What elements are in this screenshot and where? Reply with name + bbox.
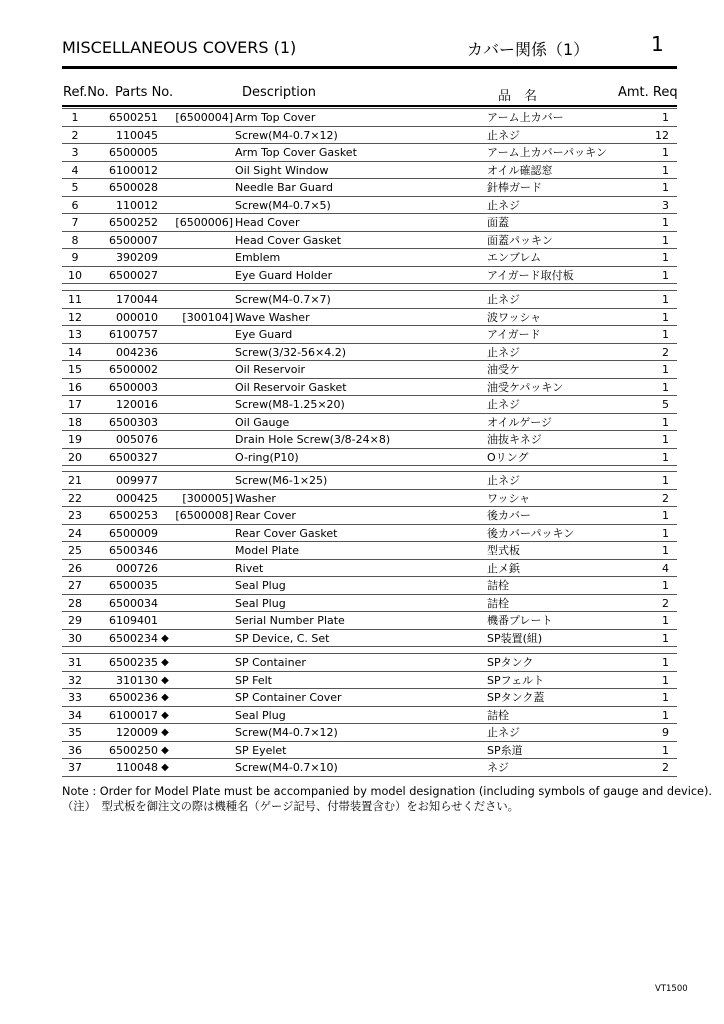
table-row: [62, 431, 677, 449]
previous-parts-number: [300005]: [182, 491, 233, 505]
amount-required: 1: [662, 216, 669, 229]
part-description: Screw(M4-0.7×7): [235, 293, 331, 306]
parts-group: [62, 653, 677, 777]
ref-number: 16: [68, 380, 82, 394]
ref-number: 28: [68, 596, 82, 610]
part-name-jp: オイル確認窓: [487, 163, 553, 177]
part-description: Head Cover Gasket: [235, 233, 342, 247]
diamond-mark-icon: ◆: [161, 674, 169, 686]
parts-group: [62, 290, 677, 466]
parts-number: 120016: [116, 398, 158, 411]
amount-required: 1: [662, 743, 669, 757]
part-description: Arm Top Cover Gasket: [235, 146, 357, 159]
parts-number: 170044: [116, 293, 158, 306]
column-header-description: Description: [242, 85, 317, 100]
amount-required: 1: [662, 433, 669, 446]
part-name-jp: 止ネジ: [487, 345, 520, 359]
part-name-jp: 油受ケ: [487, 363, 520, 376]
part-name-jp: SPタンク: [487, 656, 534, 669]
column-header-jp-name: 品 名: [498, 89, 538, 104]
parts-number: 6500235: [109, 656, 158, 669]
table-row: [62, 507, 677, 525]
table-row: [62, 290, 677, 309]
part-name-jp: SP装置(組): [487, 631, 543, 645]
ref-number: 8: [71, 233, 79, 247]
parts-number: 6500035: [109, 579, 158, 592]
table-row: [62, 672, 677, 690]
parts-group: [62, 108, 677, 284]
part-description: Screw(3/32-56×4.2): [235, 345, 347, 359]
part-name-jp: 面蓋: [487, 216, 509, 229]
part-description: SP Device, C. Set: [235, 631, 330, 645]
amount-required: 1: [662, 251, 669, 264]
parts-number: 000010: [116, 310, 158, 324]
part-description: SP Container: [235, 656, 306, 669]
ref-number: 25: [68, 544, 82, 557]
parts-number: 6109401: [109, 614, 158, 627]
part-name-jp: 止ネジ: [487, 293, 520, 306]
part-description: Eye Guard: [235, 328, 293, 341]
parts-group: [62, 471, 677, 647]
page-title-jp: カバー関係（1）: [467, 40, 590, 59]
part-name-jp: 止ネジ: [487, 198, 520, 212]
ref-number: 20: [68, 450, 82, 464]
part-name-jp: ネジ: [487, 761, 509, 774]
part-name-jp: 後カバーパッキン: [487, 526, 575, 540]
part-description: Emblem: [235, 251, 281, 264]
table-row: [62, 414, 677, 432]
part-description: Head Cover: [235, 216, 300, 229]
part-description: Seal Plug: [235, 596, 286, 610]
table-row: [62, 214, 677, 232]
ref-number: 5: [71, 181, 79, 194]
amount-required: 1: [662, 181, 669, 194]
table-row: [62, 197, 677, 215]
part-description: Seal Plug: [235, 579, 286, 592]
parts-number: 000425: [116, 491, 158, 505]
diamond-mark-icon: ◆: [161, 709, 169, 721]
part-name-jp: 詰栓: [487, 708, 509, 722]
ref-number: 2: [71, 128, 79, 142]
part-name-jp: 詰栓: [487, 596, 509, 610]
amount-required: 1: [662, 614, 669, 627]
part-description: Drain Hole Screw(3/8-24×8): [235, 433, 391, 446]
ref-number: 30: [68, 631, 82, 645]
part-name-jp: 止ネジ: [487, 726, 520, 739]
notes: [62, 784, 712, 814]
parts-number: 6500327: [109, 450, 158, 464]
parts-number: 6500236: [109, 691, 158, 704]
parts-number: 310130: [116, 673, 158, 687]
table-row: [62, 724, 677, 742]
part-name-jp: SPフェルト: [487, 673, 545, 687]
table-row: [62, 525, 677, 543]
parts-number: 120009: [116, 726, 158, 739]
parts-number: 6500034: [109, 596, 158, 610]
ref-number: 36: [68, 743, 82, 757]
table-row: [62, 577, 677, 595]
previous-parts-number: [6500008]: [175, 509, 233, 522]
part-description: Seal Plug: [235, 708, 286, 722]
part-description: Eye Guard Holder: [235, 268, 333, 282]
table-row: [62, 653, 677, 672]
part-description: Screw(M4-0.7×12): [235, 128, 338, 142]
parts-number: 110012: [116, 198, 158, 212]
table-row: [62, 179, 677, 197]
parts-number: 6500028: [109, 181, 158, 194]
part-description: O-ring(P10): [235, 450, 299, 464]
ref-number: 24: [68, 526, 82, 540]
amount-required: 1: [662, 363, 669, 376]
part-name-jp: 後カバー: [487, 509, 531, 522]
part-description: Oil Sight Window: [235, 163, 329, 177]
table-row: [62, 612, 677, 630]
parts-number: 110048: [116, 761, 158, 774]
table-row: [62, 759, 677, 777]
parts-number: 004236: [116, 345, 158, 359]
part-name-jp: 止ネジ: [487, 128, 520, 142]
amount-required: 1: [662, 656, 669, 669]
part-description: Screw(M4-0.7×10): [235, 761, 338, 774]
ref-number: 14: [68, 345, 82, 359]
diamond-mark-icon: ◆: [161, 692, 169, 703]
amount-required: 9: [662, 726, 669, 739]
ref-number: 19: [68, 433, 82, 446]
table-row: [62, 108, 677, 127]
ref-number: 17: [68, 398, 82, 411]
parts-number: 6500234: [109, 631, 158, 645]
ref-number: 37: [68, 761, 82, 774]
table-row: [62, 309, 677, 327]
amount-required: 1: [662, 579, 669, 592]
amount-required: 1: [662, 415, 669, 429]
amount-required: 1: [662, 268, 669, 282]
part-description: Oil Reservoir: [235, 363, 306, 376]
part-name-jp: アイガード: [487, 328, 541, 341]
part-name-jp: エンブレム: [487, 251, 542, 264]
document-code: VT1500: [655, 984, 688, 994]
amount-required: 2: [662, 596, 669, 610]
ref-number: 33: [68, 691, 82, 704]
table-row: [62, 127, 677, 145]
part-description: Oil Gauge: [235, 415, 290, 429]
column-header-parts-no: Parts No.: [115, 85, 174, 100]
table-row: [62, 249, 677, 267]
ref-number: 18: [68, 415, 82, 429]
parts-number: 110045: [116, 128, 158, 142]
part-description: Rivet: [235, 561, 264, 575]
table-row: [62, 542, 677, 560]
table-row: [62, 471, 677, 490]
amount-required: 3: [662, 198, 669, 212]
ref-number: 15: [68, 363, 82, 376]
ref-number: 34: [68, 708, 82, 722]
part-name-jp: 詰栓: [487, 579, 509, 592]
parts-number: 6500002: [109, 363, 158, 376]
parts-number: 009977: [116, 474, 158, 487]
diamond-mark-icon: ◆: [161, 727, 169, 738]
header-rule: [62, 105, 677, 107]
part-description: SP Container Cover: [235, 691, 342, 704]
ref-number: 31: [68, 656, 82, 669]
part-description: Needle Bar Guard: [235, 181, 333, 194]
note-japanese: （注） 型式板を御注文の際は機種名（ゲージ記号、付帯装置含む）をお知らせください。: [62, 800, 519, 813]
diamond-mark-icon: ◆: [161, 762, 169, 773]
amount-required: 1: [662, 163, 669, 177]
part-description: Rear Cover Gasket: [235, 526, 338, 540]
ref-number: 7: [71, 216, 79, 229]
amount-required: 1: [662, 544, 669, 557]
part-name-jp: Oリング: [487, 450, 529, 464]
ref-number: 10: [68, 268, 82, 282]
part-name-jp: 面蓋パッキン: [487, 233, 553, 247]
page-title: MISCELLANEOUS COVERS (1): [62, 38, 297, 57]
amount-required: 1: [662, 293, 669, 306]
parts-number: 6500009: [109, 526, 158, 540]
amount-required: 1: [662, 509, 669, 522]
table-row: [62, 396, 677, 414]
parts-number: 6100012: [109, 163, 158, 177]
part-name-jp: アイガード取付板: [487, 268, 574, 282]
parts-number: 005076: [116, 433, 158, 446]
part-name-jp: 機番プレート: [487, 614, 553, 627]
part-description: SP Eyelet: [235, 743, 287, 757]
part-description: Washer: [235, 491, 276, 505]
ref-number: 35: [68, 726, 82, 739]
part-name-jp: SP糸道: [487, 743, 523, 757]
table-row: [62, 560, 677, 578]
amount-required: 1: [662, 673, 669, 687]
ref-number: 32: [68, 673, 82, 687]
parts-number: 000726: [116, 561, 158, 575]
amount-required: 1: [662, 631, 669, 645]
part-description: Rear Cover: [235, 509, 296, 522]
part-description: Screw(M4-0.7×12): [235, 726, 338, 739]
part-description: Screw(M6-1×25): [235, 474, 328, 487]
amount-required: 2: [662, 491, 669, 505]
ref-number: 11: [68, 293, 82, 306]
part-name-jp: ワッシャ: [487, 491, 531, 505]
part-name-jp: オイルゲージ: [487, 415, 553, 429]
ref-number: 1: [71, 111, 79, 124]
part-description: Wave Washer: [235, 310, 310, 324]
ref-number: 21: [68, 474, 82, 487]
amount-required: 2: [662, 345, 669, 359]
table-row: [62, 707, 677, 725]
amount-required: 1: [662, 450, 669, 464]
amount-required: 1: [662, 526, 669, 540]
table-row: [62, 490, 677, 508]
column-header-ref: Ref.No.: [63, 85, 109, 100]
amount-required: 4: [662, 561, 669, 575]
part-name-jp: 止ネジ: [487, 474, 520, 487]
part-description: Serial Number Plate: [235, 614, 345, 627]
parts-number: 6500005: [109, 146, 158, 159]
parts-number: 6500007: [109, 233, 158, 247]
parts-number: 6500346: [109, 544, 158, 557]
amount-required: 1: [662, 691, 669, 704]
ref-number: 29: [68, 614, 82, 627]
ref-number: 27: [68, 579, 82, 592]
part-description: Screw(M4-0.7×5): [235, 198, 331, 212]
title-rule: [62, 66, 677, 69]
table-row: [62, 742, 677, 760]
table-row: [62, 689, 677, 707]
table-row: [62, 344, 677, 362]
ref-number: 12: [68, 310, 82, 324]
table-row: [62, 361, 677, 379]
ref-number: 9: [71, 251, 79, 264]
table-row: [62, 144, 677, 162]
amount-required: 1: [662, 233, 669, 247]
part-name-jp: 油受ケパッキン: [487, 380, 564, 394]
amount-required: 1: [662, 380, 669, 394]
amount-required: 1: [662, 708, 669, 722]
parts-number: 6100017: [109, 708, 158, 722]
part-description: Arm Top Cover: [235, 111, 316, 124]
ref-number: 26: [68, 561, 82, 575]
part-description: Model Plate: [235, 544, 300, 557]
part-name-jp: 針棒ガード: [487, 181, 542, 194]
part-name-jp: 油抜キネジ: [487, 433, 542, 446]
amount-required: 5: [662, 398, 669, 411]
ref-number: 23: [68, 509, 82, 522]
ref-number: 13: [68, 328, 82, 341]
amount-required: 1: [662, 474, 669, 487]
parts-number: 390209: [116, 251, 158, 264]
parts-number: 6500252: [109, 216, 158, 229]
amount-required: 1: [662, 111, 669, 124]
parts-number: 6500003: [109, 380, 158, 394]
table-row: [62, 379, 677, 397]
previous-parts-number: [300104]: [182, 310, 233, 324]
parts-number: 6500027: [109, 268, 158, 282]
table-row: [62, 630, 677, 648]
previous-parts-number: [6500004]: [175, 111, 233, 124]
previous-parts-number: [6500006]: [175, 216, 233, 229]
table-row: [62, 595, 677, 613]
table-row: [62, 326, 677, 344]
part-description: Oil Reservoir Gasket: [235, 380, 347, 394]
amount-required: 2: [662, 761, 669, 774]
ref-number: 3: [71, 146, 79, 159]
column-header-amt: Amt. Req: [618, 85, 678, 100]
part-name-jp: 型式板: [487, 544, 520, 557]
part-name-jp: 波ワッシャ: [487, 310, 542, 324]
part-name-jp: アーム上カバーパッキン: [487, 146, 608, 159]
amount-required: 12: [655, 128, 669, 142]
parts-number: 6500250: [109, 743, 158, 757]
diamond-mark-icon: ◆: [161, 657, 169, 668]
part-description: Screw(M8-1.25×20): [235, 398, 345, 411]
parts-number: 6100757: [109, 328, 158, 341]
table-row: [62, 232, 677, 250]
part-name-jp: 止ネジ: [487, 398, 520, 411]
ref-number: 4: [71, 163, 79, 177]
parts-number: 6500303: [109, 415, 158, 429]
ref-number: 6: [71, 198, 79, 212]
part-name-jp: 止メ鋲: [487, 561, 520, 575]
table-row: [62, 162, 677, 180]
amount-required: 1: [662, 328, 669, 341]
diamond-mark-icon: ◆: [161, 632, 169, 644]
page-number: 1: [651, 32, 664, 56]
ref-number: 22: [68, 491, 82, 505]
note-english: Note : Order for Model Plate must be accompanied by model designation (including symbols of gauge and device).: [62, 785, 713, 798]
part-description: SP Felt: [235, 673, 272, 687]
parts-number: 6500251: [109, 111, 158, 124]
table-row: [62, 267, 677, 285]
part-name-jp: SPタンク蓋: [487, 691, 545, 704]
amount-required: 1: [662, 310, 669, 324]
parts-number: 6500253: [109, 509, 158, 522]
table-row: [62, 449, 677, 467]
amount-required: 1: [662, 146, 669, 159]
part-name-jp: アーム上カバー: [487, 111, 564, 124]
diamond-mark-icon: ◆: [161, 744, 169, 756]
